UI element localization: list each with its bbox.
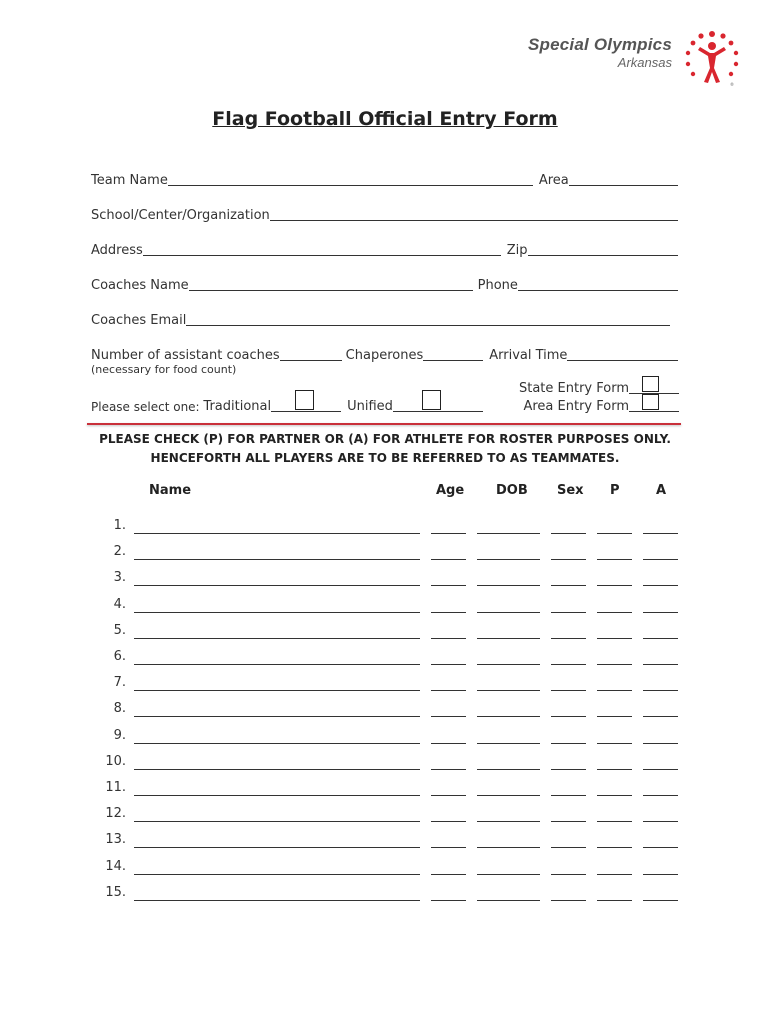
- roster-row: [0, 675, 770, 695]
- roster-row: [0, 597, 770, 617]
- coaches-name-field[interactable]: [189, 276, 473, 291]
- roster-dob-field[interactable]: [477, 638, 540, 639]
- staff-row: [91, 345, 678, 363]
- roster-row-number: 3.: [113, 570, 126, 586]
- roster-dob-field[interactable]: [477, 585, 540, 586]
- roster-sex-field[interactable]: [551, 559, 586, 560]
- roster-athlete-field[interactable]: [643, 874, 678, 875]
- roster-sex-field[interactable]: [551, 874, 586, 875]
- roster-row-number: 6.: [113, 649, 126, 664]
- roster-athlete-field[interactable]: [643, 638, 678, 639]
- roster-row: [0, 859, 770, 879]
- roster-row: [0, 832, 770, 852]
- roster-row: [0, 780, 770, 800]
- roster-age-field[interactable]: [431, 690, 466, 691]
- roster-sex-field[interactable]: [551, 690, 586, 691]
- roster-age-field[interactable]: [431, 559, 466, 560]
- roster-dob-field[interactable]: [477, 743, 540, 744]
- roster-partner-field[interactable]: [597, 716, 632, 717]
- section-divider: [87, 423, 681, 425]
- column-header-name: Name: [149, 483, 192, 498]
- roster-age-field[interactable]: [431, 795, 466, 796]
- roster-dob-field[interactable]: [477, 874, 540, 875]
- state-entry-checkbox[interactable]: [642, 376, 659, 392]
- roster-partner-field[interactable]: [597, 559, 632, 560]
- column-header-partner: P: [610, 483, 620, 498]
- phone-field[interactable]: [518, 276, 678, 291]
- state-entry-label: State Entry Form: [518, 381, 629, 396]
- roster-name-field[interactable]: [134, 690, 420, 691]
- roster-row: [0, 544, 770, 564]
- roster-sex-field[interactable]: [551, 716, 586, 717]
- roster-row-number: 10.: [105, 753, 126, 769]
- organization-row: [91, 205, 678, 223]
- column-header-age: Age: [436, 483, 465, 498]
- roster-age-field[interactable]: [431, 664, 466, 665]
- roster-name-field[interactable]: [134, 533, 420, 534]
- roster-sex-field[interactable]: [551, 769, 586, 770]
- roster-name-field[interactable]: [134, 743, 420, 744]
- roster-name-field[interactable]: [134, 847, 420, 848]
- roster-row-number: 7.: [113, 675, 126, 691]
- roster-sex-field[interactable]: [551, 638, 586, 639]
- phone-label: Phone: [477, 278, 518, 293]
- roster-sex-field[interactable]: [551, 533, 586, 534]
- roster-sex-field[interactable]: [551, 795, 586, 796]
- roster-athlete-field[interactable]: [643, 559, 678, 560]
- traditional-checkbox[interactable]: [295, 390, 314, 410]
- roster-athlete-field[interactable]: [643, 821, 678, 822]
- traditional-label: Traditional: [203, 399, 272, 414]
- roster-partner-field[interactable]: [597, 612, 632, 613]
- roster-age-field[interactable]: [431, 769, 466, 770]
- unified-label: Unified: [347, 399, 393, 414]
- roster-sex-field[interactable]: [551, 612, 586, 613]
- roster-row-number: 4.: [113, 596, 126, 612]
- roster-row-number: 9.: [113, 727, 126, 743]
- roster-name-field[interactable]: [134, 559, 420, 560]
- roster-athlete-field[interactable]: [643, 690, 678, 691]
- roster-athlete-field[interactable]: [643, 769, 678, 770]
- roster-dob-field[interactable]: [477, 716, 540, 717]
- roster-partner-field[interactable]: [597, 664, 632, 665]
- roster-row-number: 8.: [113, 701, 126, 717]
- organization-label: School/Center/Organization: [91, 208, 270, 223]
- roster-age-field[interactable]: [431, 874, 466, 875]
- team-name-row: [91, 170, 678, 188]
- roster-athlete-field[interactable]: [643, 664, 678, 665]
- coaches-email-label: Coaches Email: [91, 313, 187, 328]
- chaperones-field[interactable]: [423, 346, 483, 361]
- coaches-name-row: [91, 275, 678, 293]
- roster-athlete-field[interactable]: [643, 533, 678, 534]
- roster-sex-field[interactable]: [551, 585, 586, 586]
- roster-partner-field[interactable]: [597, 795, 632, 796]
- roster-dob-field[interactable]: [477, 559, 540, 560]
- roster-partner-field[interactable]: [597, 533, 632, 534]
- roster-name-field[interactable]: [134, 716, 420, 717]
- zip-label: Zip: [506, 243, 528, 258]
- area-entry-label: Area Entry Form: [523, 399, 629, 414]
- roster-age-field[interactable]: [431, 821, 466, 822]
- roster-age-field[interactable]: [431, 585, 466, 586]
- special-olympics-figure-icon: [680, 26, 744, 90]
- area-entry-row: [523, 396, 679, 414]
- traditional-field: [271, 385, 341, 412]
- logo-title: Special Olympics: [528, 35, 672, 54]
- roster-row: [0, 885, 770, 905]
- roster-row-number: 2.: [113, 544, 126, 560]
- roster-row: [0, 570, 770, 590]
- logo-subtitle: Arkansas: [617, 55, 672, 70]
- chaperones-label: Chaperones: [345, 348, 424, 363]
- roster-age-field[interactable]: [431, 533, 466, 534]
- roster-sex-field[interactable]: [551, 821, 586, 822]
- roster-name-field[interactable]: [134, 900, 420, 901]
- organization-field[interactable]: [270, 206, 678, 221]
- area-field[interactable]: [569, 171, 678, 186]
- roster-athlete-field[interactable]: [643, 847, 678, 848]
- roster-partner-field[interactable]: [597, 874, 632, 875]
- state-entry-field: [629, 375, 679, 394]
- roster-age-field[interactable]: [431, 716, 466, 717]
- roster-name-field[interactable]: [134, 585, 420, 586]
- roster-row: [0, 518, 770, 538]
- roster-partner-field[interactable]: [597, 900, 632, 901]
- assistant-coaches-field[interactable]: [280, 346, 342, 361]
- roster-sex-field[interactable]: [551, 900, 586, 901]
- roster-row-number: 11.: [105, 780, 126, 795]
- roster-name-field[interactable]: [134, 874, 420, 875]
- arrival-time-field[interactable]: [567, 346, 678, 361]
- roster-age-field[interactable]: [431, 638, 466, 639]
- roster-dob-field[interactable]: [477, 664, 540, 665]
- roster-athlete-field[interactable]: [643, 612, 678, 613]
- roster-row: [0, 728, 770, 748]
- area-entry-field: [629, 393, 679, 412]
- team-name-field[interactable]: [168, 171, 533, 186]
- team-name-label: Team Name: [91, 173, 168, 188]
- logo-wordmark: [528, 36, 672, 69]
- column-header-athlete: A: [656, 483, 667, 498]
- roster-age-field[interactable]: [431, 847, 466, 848]
- coaches-email-row: [91, 310, 670, 328]
- roster-partner-field[interactable]: [597, 690, 632, 691]
- address-row: [91, 240, 678, 258]
- address-field[interactable]: [143, 241, 501, 256]
- team-type-row: [91, 386, 483, 414]
- column-header-dob: DOB: [496, 483, 528, 498]
- area-label: Area: [538, 173, 569, 188]
- roster-dob-field[interactable]: [477, 690, 540, 691]
- notice-line-2: HENCEFORTH ALL PLAYERS ARE TO BE REFERRED TO AS TEAMMATES.: [150, 451, 620, 465]
- roster-dob-field[interactable]: [477, 769, 540, 770]
- unified-field: [393, 385, 483, 412]
- roster-athlete-field[interactable]: [643, 795, 678, 796]
- roster-age-field[interactable]: [431, 743, 466, 744]
- roster-sex-field[interactable]: [551, 847, 586, 848]
- roster-dob-field[interactable]: [477, 612, 540, 613]
- roster-partner-field[interactable]: [597, 769, 632, 770]
- zip-field[interactable]: [528, 241, 678, 256]
- roster-partner-field[interactable]: [597, 585, 632, 586]
- svg-text:®: ®: [730, 82, 734, 87]
- roster-dob-field[interactable]: [477, 900, 540, 901]
- roster-row: [0, 649, 770, 669]
- roster-name-field[interactable]: [134, 638, 420, 639]
- arrival-time-label: Arrival Time: [489, 348, 568, 363]
- roster-partner-field[interactable]: [597, 847, 632, 848]
- roster-name-field[interactable]: [134, 795, 420, 796]
- roster-row-number: 12.: [105, 806, 126, 822]
- roster-row: [0, 623, 770, 643]
- column-header-sex: Sex: [557, 483, 584, 498]
- roster-athlete-field[interactable]: [643, 900, 678, 901]
- roster-age-field[interactable]: [431, 612, 466, 613]
- roster-athlete-field[interactable]: [643, 585, 678, 586]
- select-one-label: Please select one:: [91, 400, 204, 414]
- roster-row-number: 14.: [105, 858, 126, 874]
- coaches-email-field[interactable]: [186, 311, 670, 326]
- roster-name-field[interactable]: [134, 612, 420, 613]
- roster-sex-field[interactable]: [551, 743, 586, 744]
- area-entry-checkbox[interactable]: [642, 394, 659, 410]
- roster-row: [0, 701, 770, 721]
- food-count-note: (necessary for food count): [91, 363, 237, 376]
- roster-dob-field[interactable]: [477, 533, 540, 534]
- roster-row-number: 5.: [113, 622, 126, 638]
- roster-athlete-field[interactable]: [643, 716, 678, 717]
- roster-age-field[interactable]: [431, 900, 466, 901]
- coaches-name-label: Coaches Name: [91, 278, 189, 293]
- roster-sex-field[interactable]: [551, 664, 586, 665]
- roster-partner-field[interactable]: [597, 821, 632, 822]
- roster-row: [0, 806, 770, 826]
- roster-name-field[interactable]: [134, 769, 420, 770]
- roster-dob-field[interactable]: [477, 795, 540, 796]
- assistant-coaches-label: Number of assistant coaches: [91, 348, 280, 363]
- address-label: Address: [91, 243, 143, 258]
- roster-partner-field[interactable]: [597, 743, 632, 744]
- roster-name-field[interactable]: [134, 821, 420, 822]
- form-title: Flag Football Official Entry Form: [212, 108, 558, 130]
- roster-row-number: 1.: [113, 518, 126, 533]
- roster-partner-field[interactable]: [597, 638, 632, 639]
- notice-line-1: PLEASE CHECK (P) FOR PARTNER OR (A) FOR ATHLETE FOR ROSTER PURPOSES ONLY.: [99, 432, 671, 446]
- roster-row-number: 15.: [105, 884, 126, 900]
- unified-checkbox[interactable]: [422, 390, 441, 410]
- roster-name-field[interactable]: [134, 664, 420, 665]
- roster-row: [0, 754, 770, 774]
- roster-dob-field[interactable]: [477, 847, 540, 848]
- roster-athlete-field[interactable]: [643, 743, 678, 744]
- roster-row-number: 13.: [105, 832, 126, 848]
- roster-dob-field[interactable]: [477, 821, 540, 822]
